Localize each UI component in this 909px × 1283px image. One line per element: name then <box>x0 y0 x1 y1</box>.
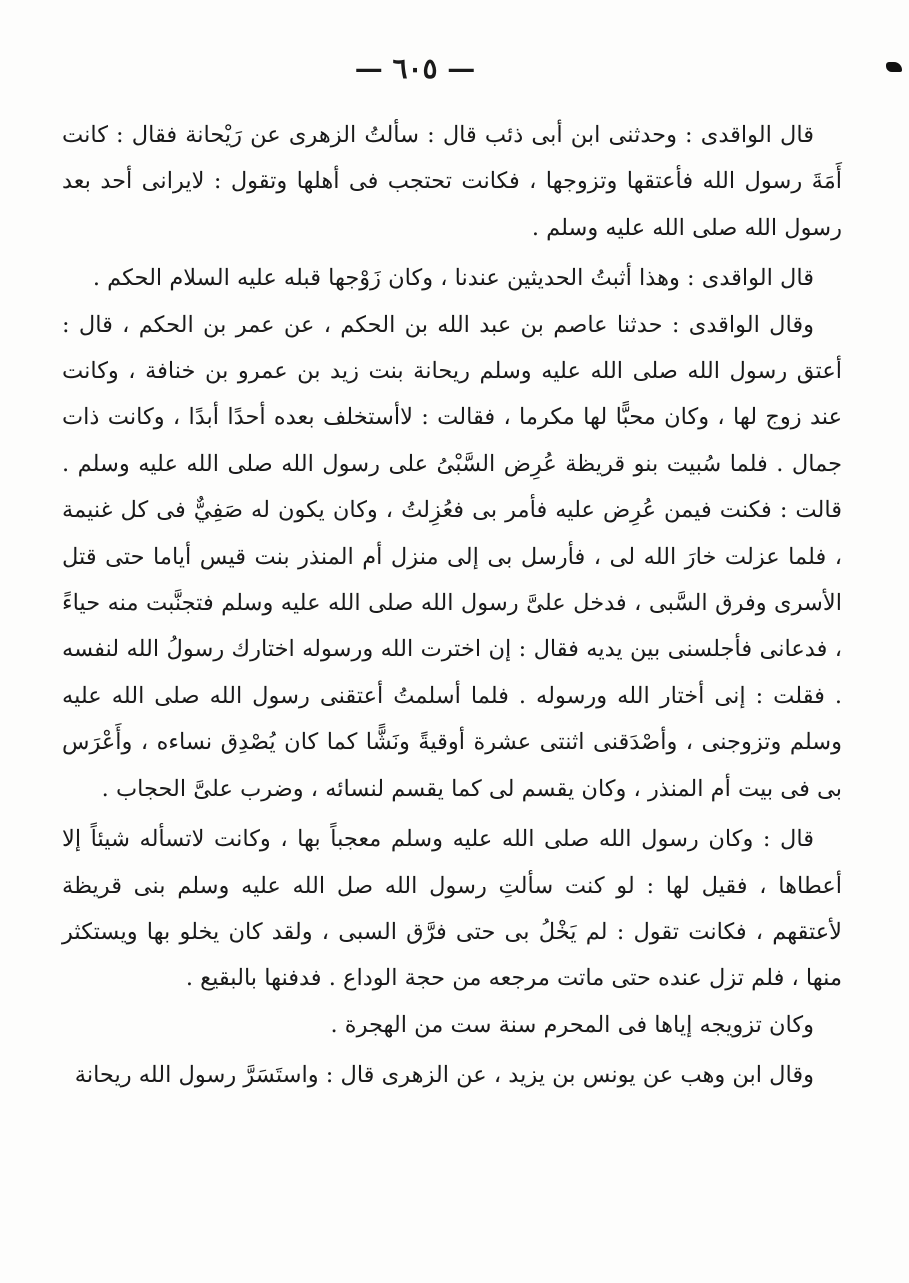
paragraph-1: قال الواقدى : وحدثنى ابن أبى ذئب قال : سألتُ الزهرى عن رَيْحانة فقال : كانت أَمَةَ رسول الله فأعتقها وتزوجها ، فكانت تحتجب فى أهلها وتقول : لايرانى أحد بعد رسول الله صلى الله عليه وسلم . <box>62 122 842 241</box>
paragraph-4: قال : وكان رسول الله صلى الله عليه وسلم معجباً بها ، وكانت لاتسأله شيئاً إلا أعطاها ، فقيل لها : لو كنت سألتِ رسول الله صل الله عليه وسلم بنى قريظة لأعتقهم ، فكانت تقول : لم يَخْلُ بى حتى فرَّق السبى ، ولقد كان يخلو بها ويستكثر منها ، فلم تزل عنده حتى ماتت مرجعه من حجة الوداع . فدفنها بالبقيع . <box>62 826 842 992</box>
paragraph-6: وقال ابن وهب عن يونس بن يزيد ، عن الزهرى قال : واستَسَرَّ رسول الله ريحانة <box>74 1062 814 1089</box>
page-body-text <box>62 112 842 1099</box>
paragraph-3: وقال الواقدى : حدثنا عاصم بن عبد الله بن الحكم ، عن عمر بن الحكم ، قال : أعتق رسول الله صلى الله عليه وسلم ريحانة بنت زيد بن عمرو بن خنافة ، وكانت عند زوج لها ، وكان محبًّا لها مكرما ، فقالت : لاأستخلف بعده أحدًا أبدًا ، وكانت ذات جمال . فلما سُبيت بنو قريظة عُرِض السَّبْىُ على رسول الله صلى الله عليه وسلم . قالت : فكنت فيمن عُرِض عليه فأمر بى فعُزِلتُ ، وكان يكون له صَفِيٌّ فى كل غنيمة ، فلما عزلت خارَ الله لى ، فأرسل بى إلى منزل أم المنذر بنت قيس أياما حتى قتل الأسرى وفرق السَّبى ، فدخل علىَّ رسول الله صلى الله عليه وسلم فتجنَّبت منه حياءً ، فدعانى فأجلسنى بين يديه فقال : إن اخترت الله ورسوله اختارك رسولُ الله لنفسه . فقلت : إنى أختار الله ورسوله . فلما أسلمتُ أعتقنى رسول الله صلى الله عليه وسلم وتزوجنى ، وأصْدَقنى اثنتى عشرة أوقيةً ونَشًّا كما كان يُصْدِق نساءه ، وأَعْرَس بى فى بيت أم المنذر ، وكان يقسم لى كما يقسم لنسائه ، وضرب علىَّ الحجاب . <box>62 311 842 802</box>
paragraph-5: وكان تزويجه إياها فى المحرم سنة ست من الهجرة . <box>330 1011 814 1038</box>
paragraph-2: قال الواقدى : وهذا أثبتُ الحديثين عندنا ، وكان زَوْجها قبله عليه السلام الحكم . <box>92 265 814 292</box>
ink-mark <box>886 62 902 72</box>
page-number: — ٦٠٥ — <box>354 52 476 85</box>
